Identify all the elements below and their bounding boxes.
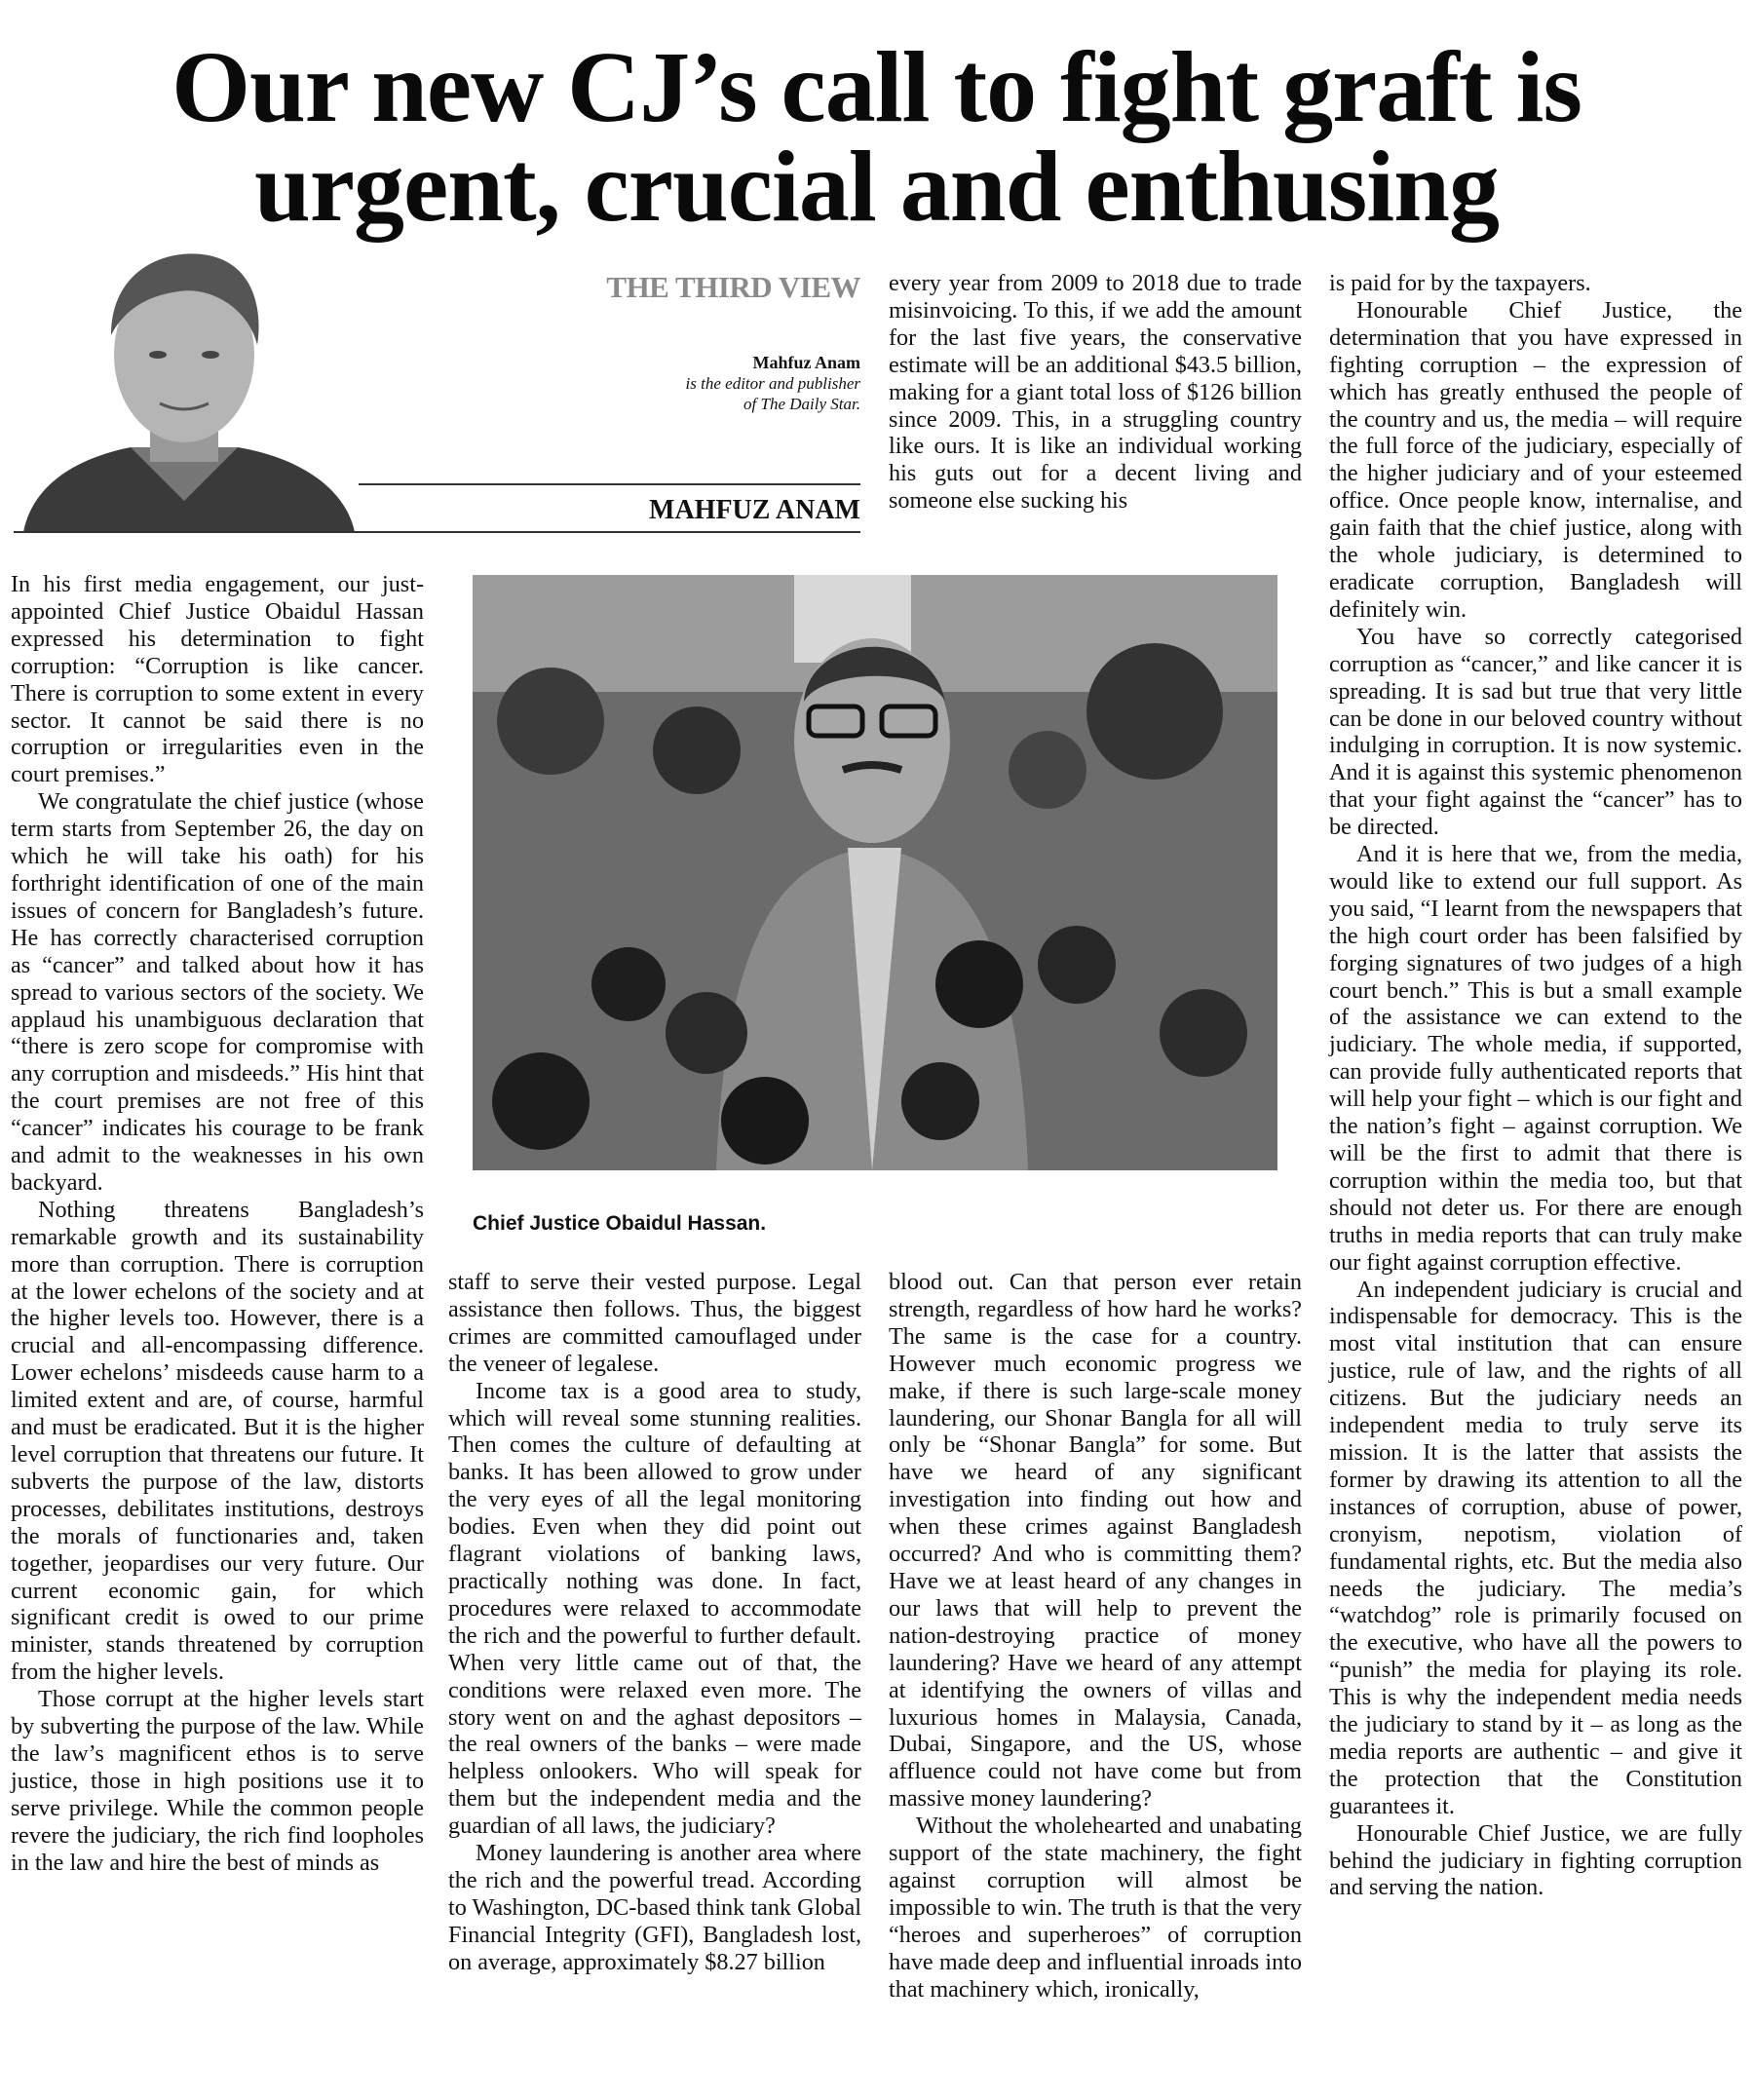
divider bbox=[14, 531, 860, 533]
headline-line-1: Our new CJ’s call to fight graft is bbox=[171, 31, 1582, 143]
author-bio-name: Mahfuz Anam bbox=[752, 353, 860, 372]
paragraph: And it is here that we, from the media, would like to extend our full support. As you said, “I learnt from the newspapers that the high court order has been falsified by forging signatures of two judges of a high court bench.” This is but a small example of the assistance we can extend to the judiciary. The whole media, if supported, can provide fully authenticated reports that will help your fight – which is our fight and the nation’s fight – against corruption. We will be the first to admit that there is corruption within the media too, but that should not deter us. For there are enough truths in media reports that can truly make our fight against corruption effective. bbox=[1329, 841, 1742, 1276]
paragraph: An independent judiciary is crucial and indispensable for democracy. This is the most vital institution that can ensure justice, rule of law, and the rights of all citizens. But the judiciary needs an independent media to truly serve its mission. It is the latter that assists the former by drawing its attention to all the instances of corruption, abuse of power, cronyism, nepotism, violation of fundamental rights, etc. But the media also needs the judiciary. The media’s “watchdog” role is primarily focused on the executive, who have all the powers to “punish” the media for playing its role. This is why the independent media needs the judiciary to stand by it – as long as the media reports are authentic – and give it the protection that the Constitution guarantees it. bbox=[1329, 1276, 1742, 1819]
author-bio-line: is the editor and publisher bbox=[685, 374, 860, 393]
paragraph: Without the wholehearted and unabating support of the state machinery, the fight against corruption will almost be impossible to win. The truth is that the very “heroes and superheroes” of corruption have made deep and influential inroads into that machinery which, ironically, bbox=[889, 1813, 1302, 2003]
divider bbox=[359, 483, 860, 485]
article-column-3-top bbox=[889, 270, 1302, 515]
paragraph: Nothing threatens Bangladesh’s remarkable growth and its sustainability more than corruption. There is corruption at the lower echelons of the society and at the higher levels too. However, there is a crucial and all-encompassing difference. Lower echelons’ misdeeds cause harm to a limited extent and are, of course, harmful and must be eradicated. But it is the higher level corruption that threatens our future. It subverts the purpose of the law, distorts processes, debilitates institutions, destroys the morals of functionaries and, taken together, jeopardises our very future. Our current economic gain, for which significant credit is owed to our prime minister, stands threatened by corruption from the higher levels. bbox=[11, 1196, 424, 1686]
article-column-3-bottom bbox=[889, 1269, 1302, 2003]
section-label: THE THIRD VIEW bbox=[606, 270, 860, 304]
paragraph: Honourable Chief Justice, the determination that you have expressed in fighting corruption – the expression of which has greatly enthused the people of the country and us, the media – will require the full force of the judiciary, especially of the higher judiciary and of your esteemed office. Once people know, internalise, and gain faith that the chief justice, along with the whole judiciary, is determined to eradicate corruption, Bangladesh will definitely win. bbox=[1329, 296, 1742, 623]
author-bio bbox=[686, 353, 860, 414]
article-column-1 bbox=[11, 571, 424, 1877]
paragraph: staff to serve their vested purpose. Legal assistance then follows. Thus, the biggest crimes are committed camouflaged under the veneer of legalese. bbox=[448, 1269, 861, 1377]
paragraph: Honourable Chief Justice, we are fully behind the judiciary in fighting corruption and serving the nation. bbox=[1329, 1819, 1742, 1901]
paragraph: We congratulate the chief justice (whose term starts from September 26, the day on which he will take his oath) for his forthright identification of one of the main issues of concern for Bangladesh’s future. He has correctly characterised corruption as “cancer” and talked about how it has spread to various sectors of the society. We applaud his unambiguous declaration that “there is zero scope for compromise with any corruption and misdeeds.” His hint that the court premises are not free of this “cancer” indicates his courage to be frank and admit to the weaknesses in his own backyard. bbox=[11, 788, 424, 1196]
paragraph: You have so correctly categorised corruption as “cancer,” and like cancer it is spreading. It is sad but true that very little can be done in our beloved country without indulging in corruption. It is now systemic. And it is against this systemic phenomenon that your fight against the “cancer” has to be directed. bbox=[1329, 623, 1742, 841]
photo-caption: Chief Justice Obaidul Hassan. bbox=[473, 1212, 767, 1235]
paragraph: Money laundering is another area where the rich and the powerful tread. According to Washington, DC-based think tank Global Financial Integrity (GFI), Bangladesh lost, on average, approximately $8.27 billion bbox=[448, 1840, 861, 1975]
paragraph: In his first media engagement, our just-appointed Chief Justice Obaidul Hassan expressed his determination to fight corruption: “Corruption is like cancer. There is corruption to some extent in every sector. It cannot be said there is no corruption or irregularities even in the court premises.” bbox=[11, 571, 424, 788]
paragraph: blood out. Can that person ever retain strength, regardless of how hard he works? The same is the case for a country. However much economic progress we make, if there is such large-scale money laundering, our Shonar Bangla for all will only be “Shonar Bangla” for some. But have we heard of any significant investigation into finding out how and when these crimes against Bangladesh occurred? And who is committing them? Have we at least heard of any changes in our laws that will help to prevent the nation-destroying practice of money laundering? Have we heard of any attempt at identifying the owners of villas and luxurious homes in Malaysia, Canada, Dubai, Singapore, and the US, whose affluence could not have come but from massive money laundering? bbox=[889, 1269, 1302, 1813]
author-bio-line: of The Daily Star. bbox=[743, 395, 860, 413]
paragraph: is paid for by the taxpayers. bbox=[1329, 270, 1591, 296]
article-column-2 bbox=[448, 1269, 861, 1976]
byline: MAHFUZ ANAM bbox=[649, 495, 860, 525]
article-photo bbox=[473, 575, 1277, 1170]
paragraph: Those corrupt at the higher levels start by subverting the purpose of the law. While the law’s magnificent ethos is to serve justice, those in high positions use it to serve privilege. While the common people revere the judiciary, the rich find loopholes in the law and hire the best of minds as bbox=[11, 1686, 424, 1876]
article-column-4 bbox=[1329, 270, 1742, 1901]
author-headshot bbox=[14, 248, 357, 532]
headline-line-2: urgent, crucial and enthusing bbox=[254, 131, 1499, 243]
paragraph: Income tax is a good area to study, which will reveal some stunning realities. Then comes the culture of defaulting at banks. It has been allowed to grow under the very eyes of all the legal monitoring bodies. Even when they did point out flagrant violations of banking laws, practically nothing was done. In fact, procedures were relaxed to accommodate the rich and the powerful to further default. When very little came out of that, the conditions were relaxed even more. The story went on and the aghast depositors – the real owners of the banks – were made helpless onlookers. Who will speak for them but the independent media and the guardian of all laws, the judiciary? bbox=[448, 1377, 861, 1840]
paragraph: every year from 2009 to 2018 due to trade misinvoicing. To this, if we add the amount for the last five years, the conservative estimate will be an additional $43.5 billion, making for a giant total loss of $126 billion since 2009. This, in a struggling country like ours. It is like an individual working his guts out for a decent living and someone else sucking his bbox=[889, 270, 1302, 515]
